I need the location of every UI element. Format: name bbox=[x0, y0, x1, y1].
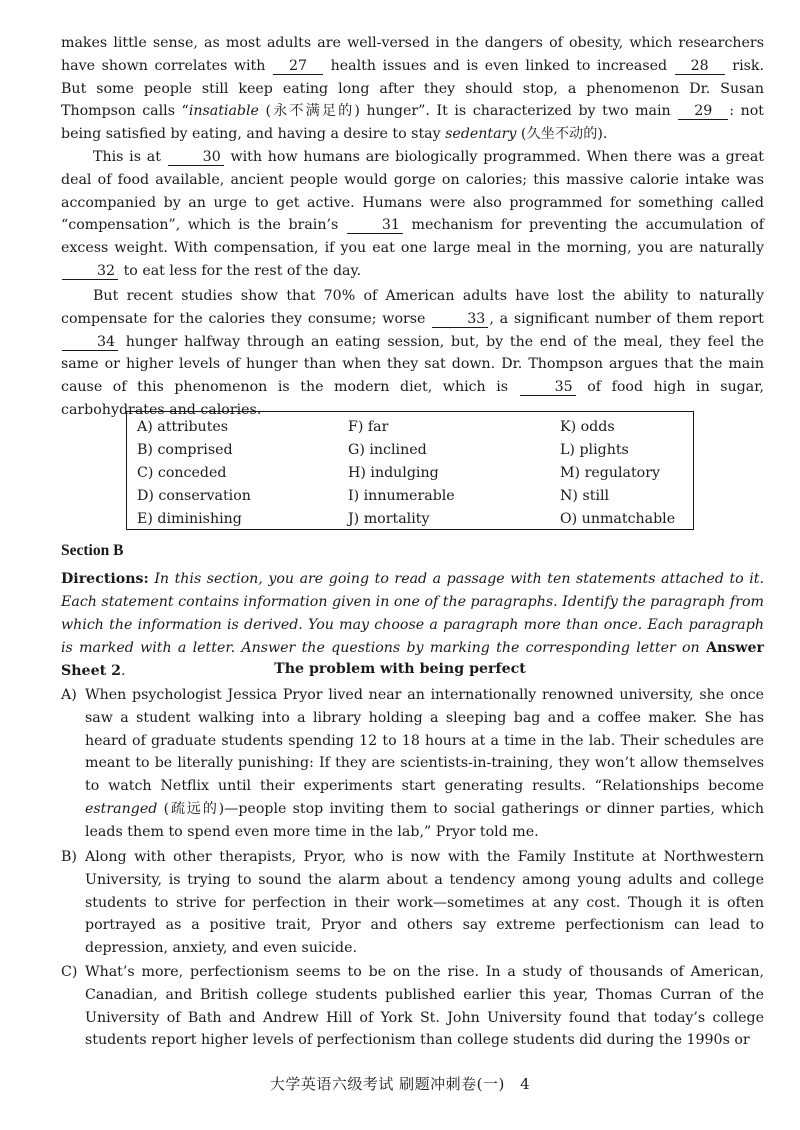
word-bank-column-1 bbox=[137, 416, 251, 531]
p1-text-1: makes little sense, as most adults are well-versed in the dangers of obesity, which researchers have shown correlates with bbox=[61, 35, 764, 74]
p2-text-3: mechanism for preventing the accumulation of excess weight. With compensation, if you eat one large meal in the morning, you are naturally bbox=[61, 217, 764, 257]
blank-31[interactable]: 31 bbox=[347, 217, 403, 234]
p3-text-3: hunger halfway through an eating session, but, by the end of the meal, they feel the same or higher levels of hunger than when they sat down. Dr. Thompson argues that the main cause of this phenomenon is the modern diet, which is bbox=[61, 333, 764, 396]
p1-text-3: risk. But some people still keep eating long after they should stop, a phenomenon Dr. Susan Thompson calls “ bbox=[61, 57, 765, 120]
blank-30[interactable]: 30 bbox=[168, 149, 224, 166]
p2-text-2: with how humans are biologically programmed. When there was a great deal of food available, ancient people would gorge on calories; this massive calorie intake was accompanied by an urge to get active. Humans were also programmed for something called “compensation”, which is the brain’s bbox=[61, 149, 765, 234]
blank-35[interactable]: 35 bbox=[520, 379, 576, 396]
blank-27[interactable]: 27 bbox=[273, 58, 323, 75]
option-d: D) conservation bbox=[137, 488, 251, 504]
blank-28[interactable]: 28 bbox=[675, 58, 725, 75]
blank-33[interactable]: 33 bbox=[432, 311, 488, 328]
p1-text-6: (久坐不动的). bbox=[520, 126, 608, 143]
paragraph-a-italic-estranged: estranged bbox=[85, 800, 158, 817]
page-number: 4 bbox=[520, 1075, 531, 1093]
word-bank bbox=[126, 411, 694, 530]
paragraph-b-body bbox=[85, 846, 764, 960]
option-b: B) comprised bbox=[137, 442, 233, 458]
directions-text: In this section, you are going to read a passage with ten statements attached to it. Each statement contains information given in one of the paragraphs. Identify the paragraph from which the information is derived. You may choose a paragraph more than once. Each paragraph is marked with a letter. Answer the questions by marking the corresponding letter on bbox=[61, 571, 764, 656]
p1-italic-sedentary: sedentary bbox=[445, 126, 517, 143]
paragraph-a-body bbox=[85, 684, 764, 844]
word-bank-column-2 bbox=[348, 416, 455, 531]
paragraph-2 bbox=[61, 146, 764, 283]
word-bank-column-3 bbox=[560, 416, 675, 531]
option-l: L) plights bbox=[560, 442, 629, 458]
p3-text-1: But recent studies show that 70% of American adults have lost the ability to naturally compensate for the calories they consume; worse bbox=[61, 288, 764, 327]
directions-end: . bbox=[120, 663, 126, 679]
blank-34[interactable]: 34 bbox=[62, 334, 118, 351]
paragraph-c-text: What’s more, perfectionism seems to be on the rise. In a study of thousands of American, Canadian, and British college students published earlier this year, Thomas Curran of the University of Bath and Andrew Hill of York St. John University found that today’s college students report higher levels of perfectionism than college students did during the 1990s or bbox=[85, 964, 764, 1049]
directions-label: Directions: bbox=[61, 571, 149, 587]
passage-paragraph-a bbox=[61, 684, 764, 844]
paragraph-3 bbox=[61, 285, 764, 422]
paragraph-a-text-1: When psychologist Jessica Pryor lived near an internationally renowned university, she once saw a student walking into a library holding a sleeping bag and a coffee maker. She has heard of graduate students spending 12 to 18 hours at a time in the lab. Their schedules are meant to be literally punishing: If they are scientists-in-training, they won’t allow themselves to watch Netflix until their experiments start generating results. “Relationships become bbox=[85, 687, 764, 795]
option-n: N) still bbox=[560, 488, 610, 504]
paragraph-a-text-2: (疏远的)—people stop inviting them to social gatherings or dinner parties, which leads them to spend even more time in the lab,” Pryor told me. bbox=[85, 800, 764, 840]
p2-text-1: This is at bbox=[93, 149, 161, 165]
answer-sheet-label: Answer Sheet 2 bbox=[61, 640, 764, 679]
footer-title: 大学英语六级考试 刷题冲刺卷(一) bbox=[269, 1075, 505, 1093]
option-j: J) mortality bbox=[348, 511, 430, 527]
p2-text-4: to eat less for the rest of the day. bbox=[123, 262, 362, 279]
paragraph-letter-a: A) bbox=[61, 687, 77, 703]
passage-title: The problem with being perfect bbox=[274, 661, 526, 677]
p1-text-4: (永不满足的) hunger”. It is characterized by two main bbox=[265, 103, 671, 120]
blank-32[interactable]: 32 bbox=[62, 263, 118, 280]
passage-paragraph-c bbox=[61, 961, 764, 1052]
option-o: O) unmatchable bbox=[560, 511, 676, 527]
option-m: M) regulatory bbox=[560, 465, 661, 481]
blank-29[interactable]: 29 bbox=[678, 103, 728, 120]
p1-text-2: health issues and is even linked to increased bbox=[330, 57, 668, 74]
option-h: H) indulging bbox=[348, 465, 439, 481]
p1-text-5: : not being satisfied by eating, and having a desire to stay bbox=[61, 103, 765, 143]
option-a: A) attributes bbox=[137, 419, 229, 435]
paragraph-b-text: Along with other therapists, Pryor, who is now with the Family Institute at Northwestern University, is trying to sound the alarm about a tendency among young adults and college students to strive for perfection in their work—sometimes at any cost. Though it is often portrayed as a positive trait, Pryor and others say extreme perfectionism can lead to depression, anxiety, and even suicide. bbox=[85, 849, 764, 957]
option-f: F) far bbox=[348, 419, 389, 435]
paragraph-letter-b: B) bbox=[61, 849, 77, 865]
page-footer bbox=[0, 1073, 800, 1094]
paragraph-letter-c: C) bbox=[61, 964, 78, 980]
p3-text-4: of food high in sugar, carbohydrates and calories. bbox=[61, 379, 764, 418]
paragraph-c-body bbox=[85, 961, 764, 1052]
option-e: E) diminishing bbox=[137, 511, 242, 527]
option-g: G) inclined bbox=[348, 442, 427, 458]
p1-italic-insatiable: insatiable bbox=[188, 103, 259, 120]
option-i: I) innumerable bbox=[348, 488, 455, 504]
option-k: K) odds bbox=[560, 419, 615, 435]
paragraph-1 bbox=[61, 32, 764, 146]
option-c: C) conceded bbox=[137, 465, 227, 481]
p3-text-2: , a significant number of them report bbox=[489, 310, 765, 327]
passage-paragraph-b bbox=[61, 846, 764, 960]
section-b-heading: Section B bbox=[61, 542, 124, 559]
